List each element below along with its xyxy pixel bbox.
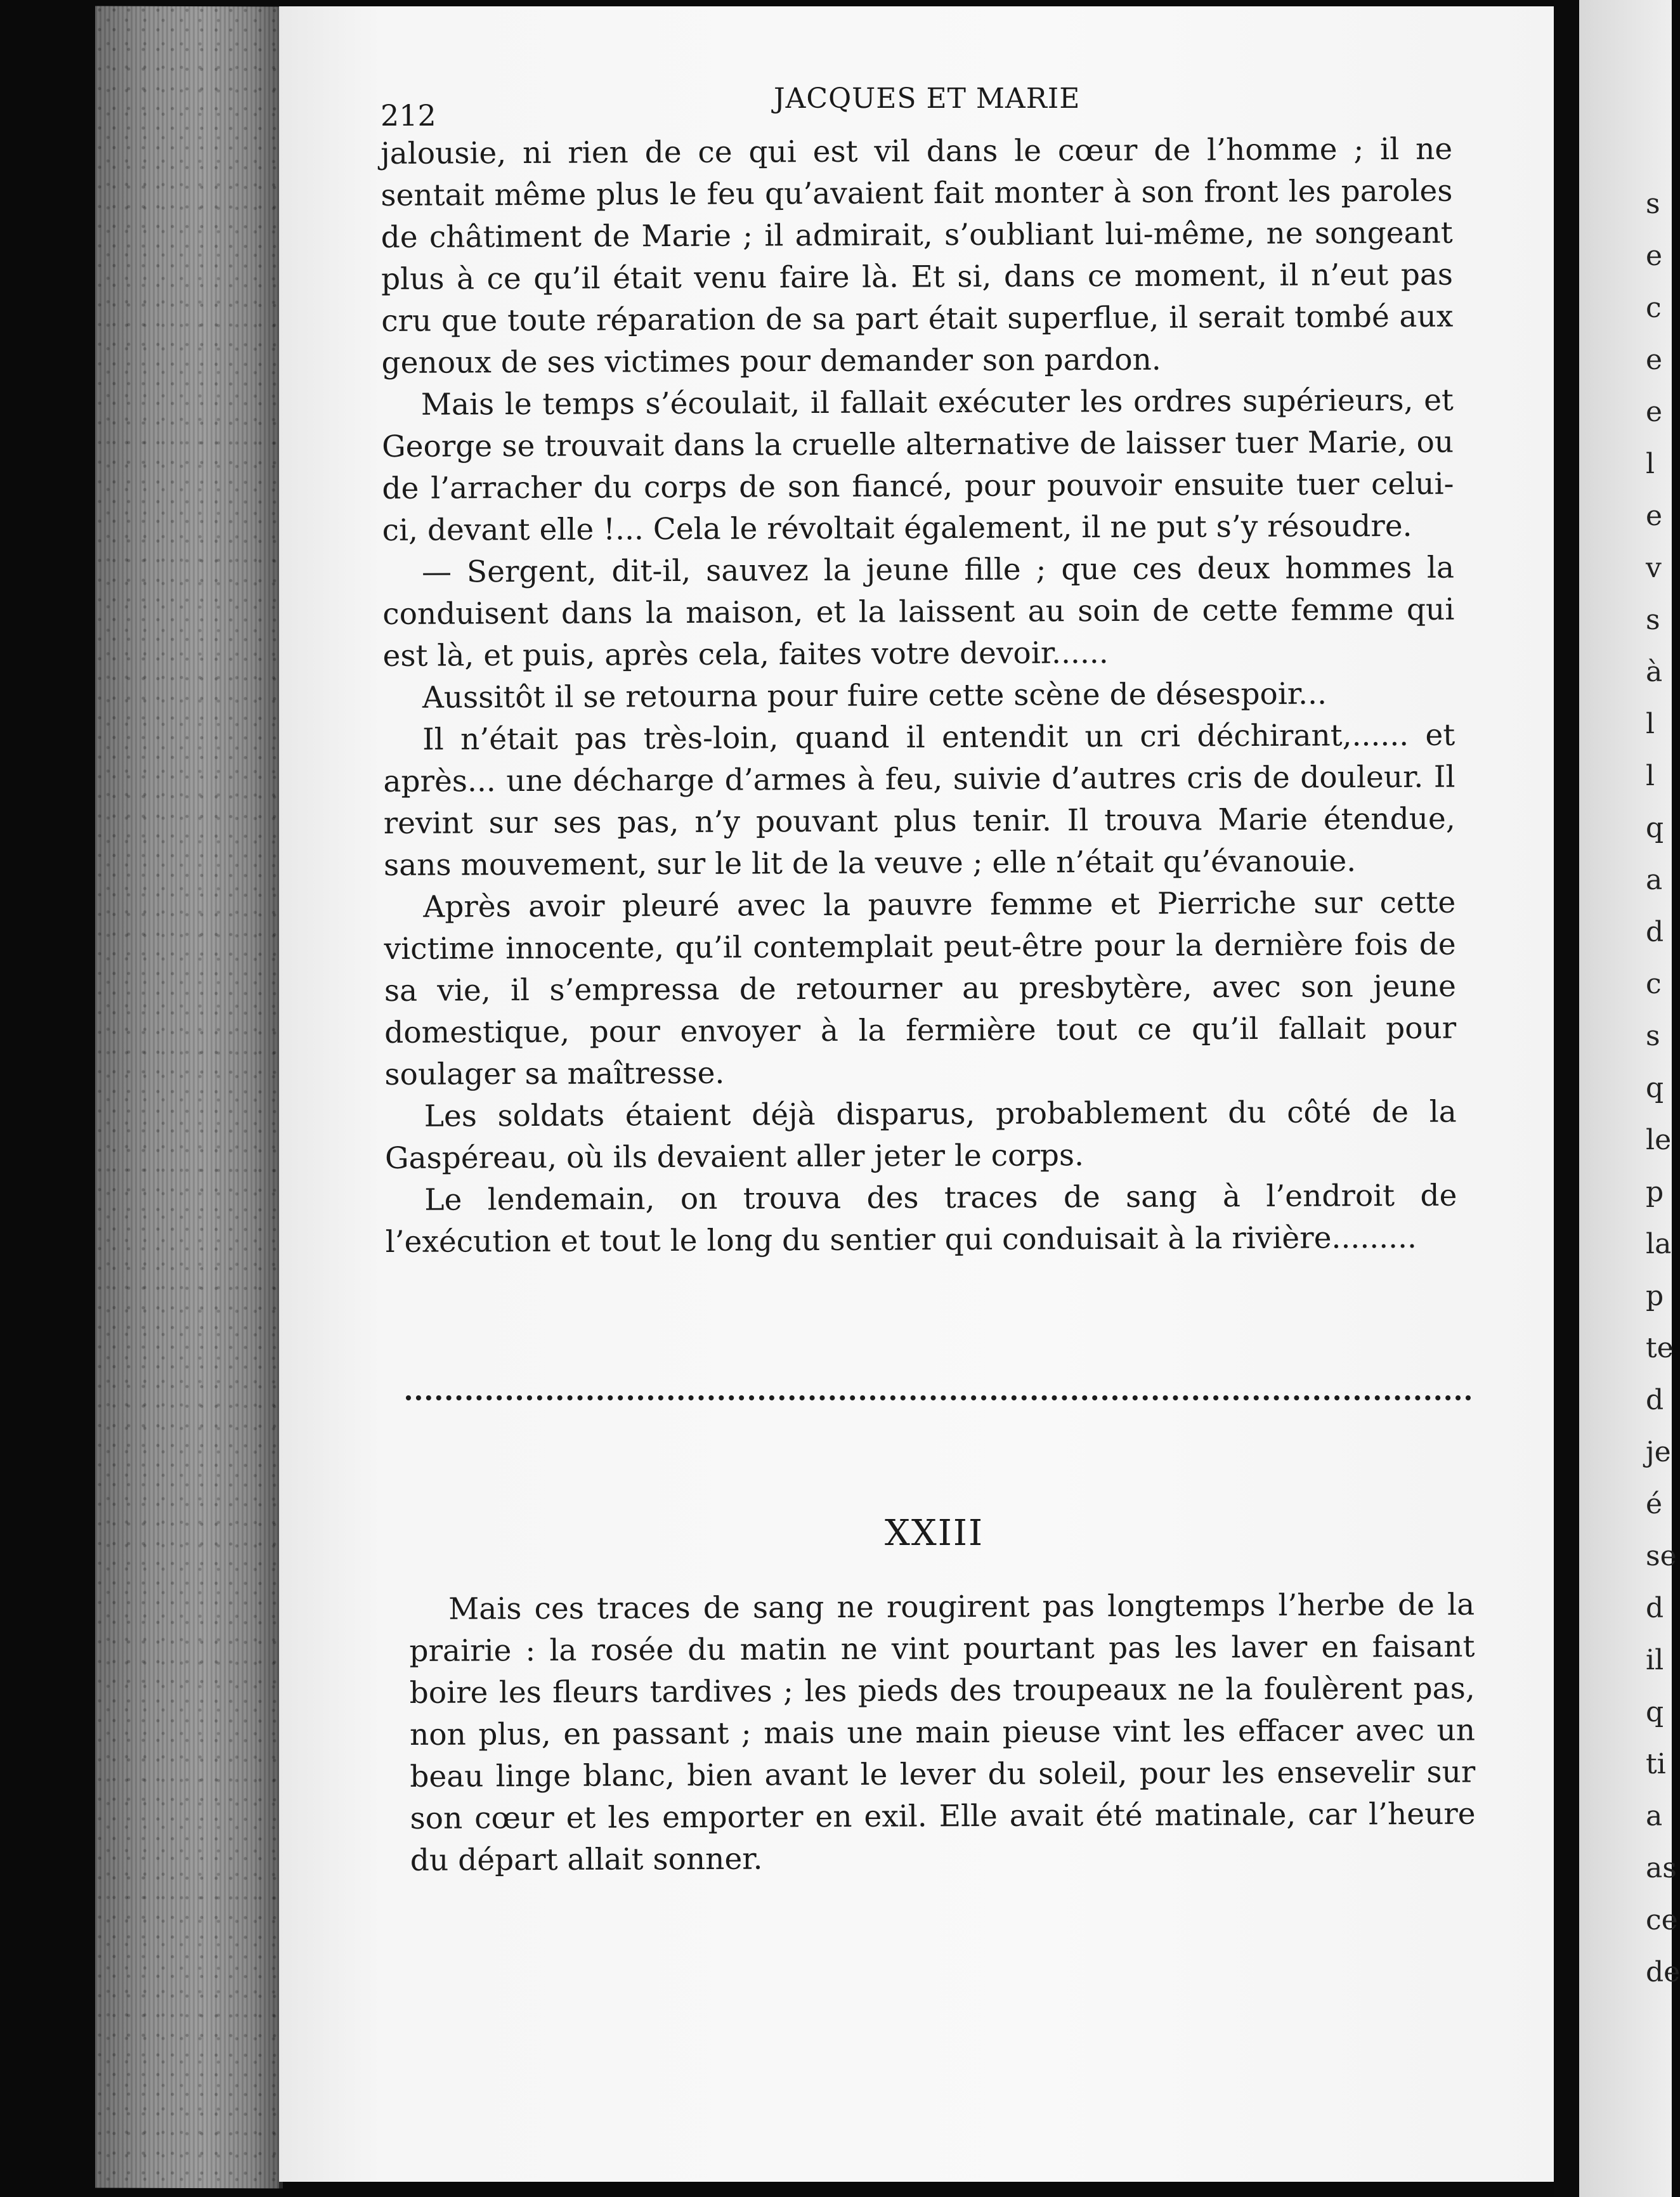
facing-page-text-fragments <box>1646 0 1680 2197</box>
facing-page-fragment: e <box>1646 240 1663 272</box>
paragraph: Après avoir pleuré avec la pauvre femme et Pierriche sur cette victime innocente, qu’il contemplait peut-être pour la dernière fois de sa vie, il s’empressa de retourner au presbytère, avec son jeune domestique, pour envoyer à la fermière tout ce qu’il fallait pour soulager sa maîtresse. <box>384 885 1457 1092</box>
facing-page-fragment: il <box>1646 1644 1664 1676</box>
paragraph: Aussitôt il se retourna pour fuire cette scène de désespoir... <box>422 676 1327 715</box>
facing-page-fragment: d <box>1646 1384 1664 1416</box>
facing-page-fragment: s <box>1646 604 1660 636</box>
facing-page-fragment: d <box>1646 916 1664 948</box>
paragraph: — Sergent, dit-il, sauvez la jeune fille ; que ces deux hommes la conduisent dans la maison, et la laissent au soin de cette femme qui est là, et puis, après cela, faites votre devoir...... <box>382 550 1455 674</box>
paragraph: Mais le temps s’écoulait, il fallait exécuter les ordres supérieurs, et George se trouvait dans la cruelle alternative de laisser tuer Marie, ou de l’arracher du corps de son fiancé, pour pouvoir ensuite tuer celui-ci, devant elle !... Cela le révoltait également, il ne put s’y résoudre. <box>382 382 1454 548</box>
body-text-bottom <box>409 1584 1476 1882</box>
dotted-separator <box>406 1383 1471 1400</box>
paragraph: jalousie, ni rien de ce qui est vil dans le cœur de l’homme ; il ne sentait même plus le feu qu’avaient fait monter à son front les paroles de châtiment de Marie ; il admirait, s’oubliant lui-même, ne songeant plus à ce qu’il était venu faire là. Et si, dans ce moment, il n’eut pas cru que toute réparation de sa part était superflue, il serait tombé aux genoux de ses victimes pour demander son pardon. <box>381 131 1454 381</box>
facing-page-fragment: à <box>1646 656 1663 688</box>
facing-page-fragment: a <box>1646 1800 1663 1832</box>
paragraph: Les soldats étaient déjà disparus, probablement du côté de la Gaspéreau, où ils devaient aller jeter le corps. <box>384 1094 1457 1176</box>
facing-page-fragment: le <box>1646 1124 1672 1156</box>
paragraph: Mais ces traces de sang ne rougirent pas longtemps l’herbe de la prairie : la rosée du matin ne vint pourtant pas les laver en faisant boire les fleurs tardives ; les pieds des troupeaux ne la foulèrent pas, non plus, en passant ; mais une main pieuse vint les effacer avec un beau linge blanc, bien avant le lever du soleil, pour les ensevelir sur son cœur et les emporter en exil. Elle avait été matinale, car l’heure du départ allait sonner. <box>409 1587 1476 1878</box>
facing-page-fragment: de <box>1646 1956 1680 1988</box>
facing-page-fragment: a <box>1646 864 1663 896</box>
facing-page-fragment: ti <box>1646 1748 1666 1780</box>
facing-page-fragment: s <box>1646 188 1660 220</box>
facing-page-fragment: p <box>1646 1176 1664 1208</box>
chapter-heading: XXIII <box>885 1513 984 1554</box>
facing-page-fragment: se <box>1646 1540 1677 1572</box>
page-number: 212 <box>381 98 436 133</box>
facing-page-fragment: p <box>1646 1280 1664 1312</box>
running-title: JACQUES ET MARIE <box>774 82 1081 115</box>
facing-page-fragment: ce <box>1646 1904 1678 1936</box>
page-header <box>381 82 1427 133</box>
book-page-edges <box>95 6 283 2188</box>
facing-page-fragment: l <box>1646 760 1655 792</box>
facing-page-fragment: l <box>1646 448 1655 480</box>
facing-page-fragment: e <box>1646 396 1663 428</box>
facing-page-fragment: c <box>1646 292 1662 324</box>
paragraph: Le lendemain, on trouva des traces de sang à l’endroit de l’exécution et tout le long du sentier qui conduisait à la rivière......... <box>385 1178 1457 1260</box>
facing-page-fragment: c <box>1646 968 1662 1000</box>
facing-page-fragment: q <box>1646 1696 1664 1728</box>
facing-page-fragment: v <box>1646 552 1662 584</box>
body-text-top <box>381 129 1457 1263</box>
facing-page-fragment: te <box>1646 1332 1674 1364</box>
facing-page-fragment: s <box>1646 1020 1660 1052</box>
facing-page-fragment: as <box>1646 1852 1677 1884</box>
facing-page-fragment: e <box>1646 344 1663 376</box>
facing-page-fragment: d <box>1646 1592 1664 1624</box>
facing-page-fragment: l <box>1646 708 1655 740</box>
facing-page-fragment: je <box>1646 1436 1671 1468</box>
facing-page-fragment: la <box>1646 1228 1672 1260</box>
facing-page-fragment: é <box>1646 1488 1663 1520</box>
paragraph: Il n’était pas très-loin, quand il entendit un cri déchirant,...... et après... une décharge d’armes à feu, suivie d’autres cris de douleur. Il revint sur ses pas, n’y pouvant plus tenir. Il trouva Marie étendue, sans mouvement, sur le lit de la veuve ; elle n’était qu’évanouie. <box>383 717 1455 883</box>
facing-page-fragment: e <box>1646 500 1663 532</box>
facing-page-fragment: q <box>1646 812 1664 844</box>
facing-page-fragment: q <box>1646 1072 1664 1104</box>
